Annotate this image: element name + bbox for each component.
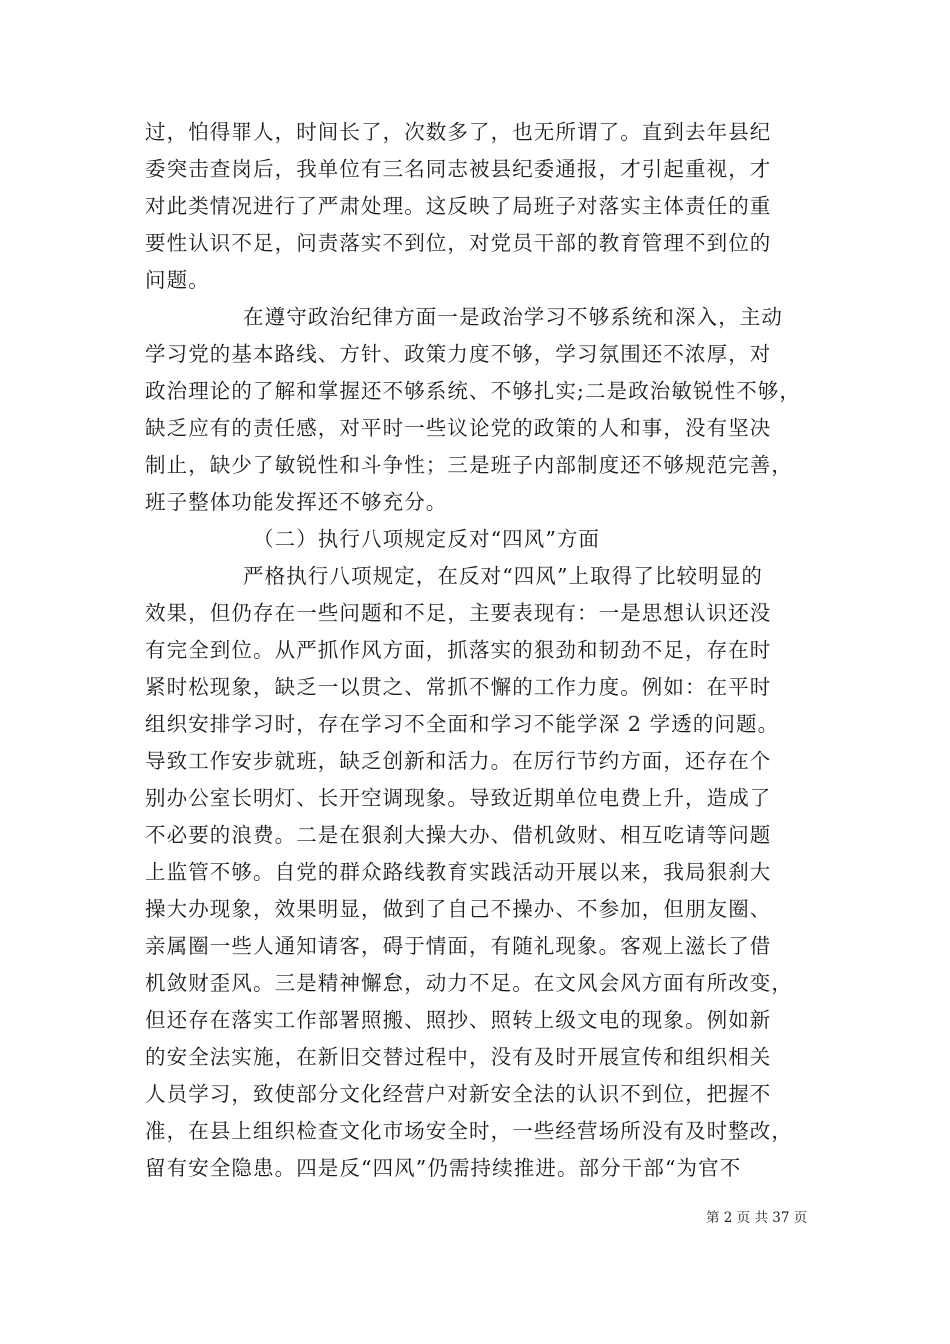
text-line: 导致工作安步就班，缺乏创新和活力。在厉行节约方面，还存在个 xyxy=(145,749,772,773)
text-line: 上监管不够。自党的群众路线教育实践活动开展以来，我局狠刹大 xyxy=(145,860,772,884)
text-line: 制止，缺少了敏锐性和斗争性；三是班子内部制度还不够规范完善， xyxy=(145,453,793,477)
text-line: 亲属圈一些人通知请客，碍于情面，有随礼现象。客观上滋长了借 xyxy=(145,934,772,958)
text-line: 机敛财歪风。三是精神懈怠，动力不足。在文风会风方面有所改变， xyxy=(145,971,793,995)
body-text xyxy=(145,114,815,1187)
text-line: 组织安排学习时，存在学习不全面和学习不能学深 2 学透的问题。 xyxy=(145,712,780,736)
text-line: 对此类情况进行了严肃处理。这反映了局班子对落实主体责任的重 xyxy=(145,194,772,218)
section-heading: （二）执行八项规定反对“四风”方面 xyxy=(253,527,601,551)
text-line: 有完全到位。从严抓作风方面，抓落实的狠劲和韧劲不足，存在时 xyxy=(145,638,772,662)
text-line: 操大办现象，效果明显，做到了自己不操办、不参加，但朋友圈、 xyxy=(145,897,772,921)
text-line: 缺乏应有的责任感，对平时一些议论党的政策的人和事，没有坚决 xyxy=(145,416,772,440)
text-line: 在遵守政治纪律方面一是政治学习不够系统和深入，主动 xyxy=(243,305,783,329)
text-line: 别办公室长明灯、长开空调现象。导致近期单位电费上升，造成了 xyxy=(145,786,772,810)
text-line: 政治理论的了解和掌握还不够系统、不够扎实;二是政治敏锐性不够， xyxy=(145,379,802,403)
text-line: 的安全法实施，在新旧交替过程中，没有及时开展宣传和组织相关 xyxy=(145,1045,772,1069)
text-line: 人员学习，致使部分文化经营户对新安全法的认识不到位，把握不 xyxy=(145,1082,772,1106)
text-line: 委突击查岗后，我单位有三名同志被县纪委通报，才引起重视，才 xyxy=(145,157,772,181)
text-line: 问题。 xyxy=(145,268,210,292)
text-line: 过，怕得罪人，时间长了，次数多了，也无所谓了。直到去年县纪 xyxy=(145,120,772,144)
text-line: 班子整体功能发挥还不够充分。 xyxy=(145,490,448,514)
text-line: 留有安全隐患。四是反“四风”仍需持续推进。部分干部“为官不 xyxy=(145,1156,742,1180)
text-line: 但还存在落实工作部署照搬、照抄、照转上级文电的现象。例如新 xyxy=(145,1008,772,1032)
text-line: 学习党的基本路线、方针、政策力度不够，学习氛围还不浓厚，对 xyxy=(145,342,772,366)
text-line: 不必要的浪费。二是在狠刹大操大办、借机敛财、相互吃请等问题 xyxy=(145,823,772,847)
page-number: 第 2 页 共 37 页 xyxy=(706,1210,808,1226)
text-line: 严格执行八项规定，在反对“四风”上取得了比较明显的 xyxy=(243,564,763,588)
text-line: 要性认识不足，问责落实不到位，对党员干部的教育管理不到位的 xyxy=(145,231,772,255)
text-line: 准，在县上组织检查文化市场安全时，一些经营场所没有及时整改， xyxy=(145,1119,793,1143)
text-line: 效果，但仍存在一些问题和不足，主要表现有：一是思想认识还没 xyxy=(145,601,772,625)
text-line: 紧时松现象，缺乏一以贯之、常抓不懈的工作力度。例如：在平时 xyxy=(145,675,772,699)
